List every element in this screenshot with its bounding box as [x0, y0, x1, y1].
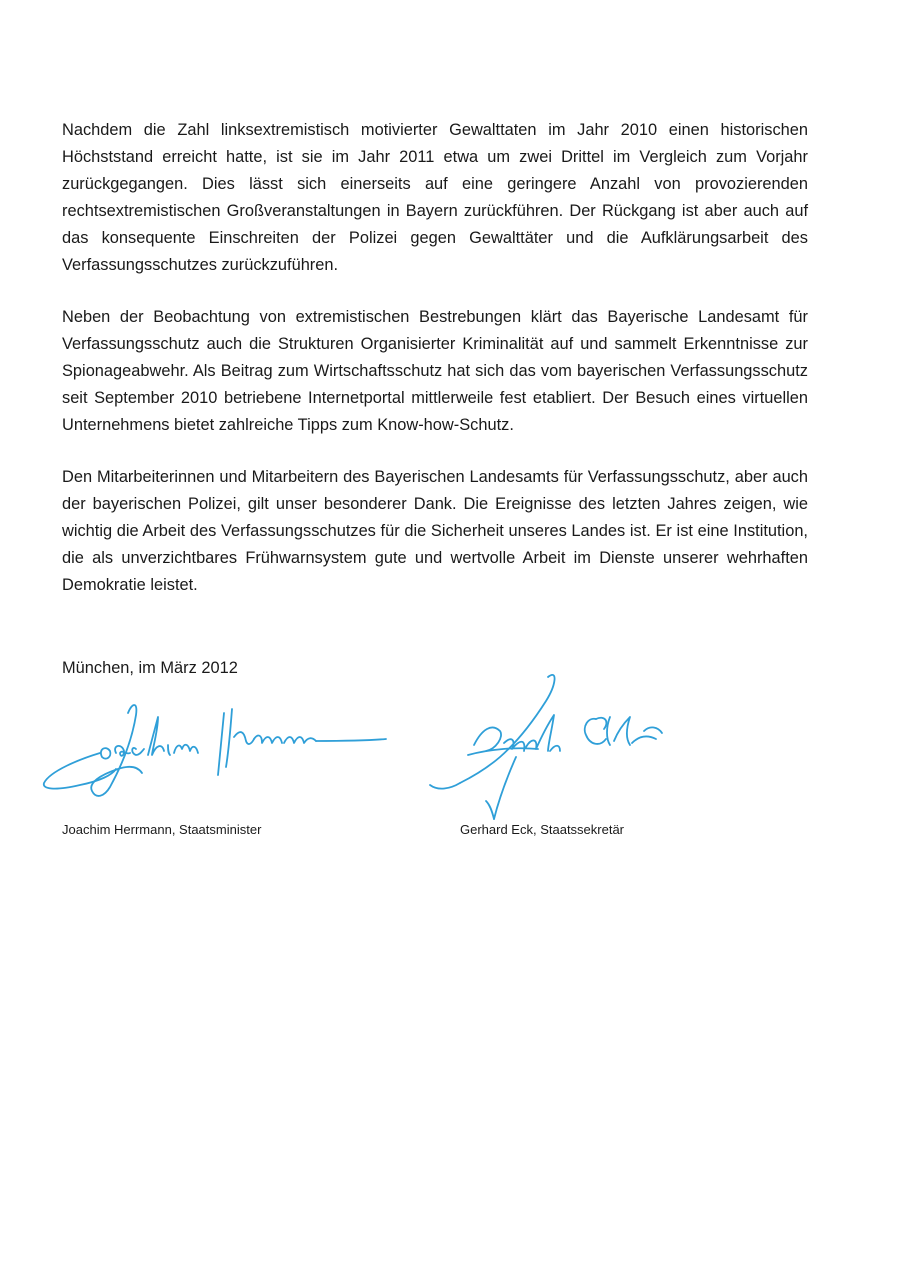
signature-eck: [420, 665, 720, 825]
paragraph-2: Neben der Beobachtung von extremistischen Bestrebungen klärt das Bayerische Landesamt für Verfassungsschutz auch die Strukturen Organisierter Kriminalität auf und sammelt Erkenntnisse zur Spionageabwehr. Als Beitrag zum Wirtschaftsschutz hat sich das vom bayerischen Verfassungsschutz seit September 2010 betriebene Internetportal mittlerweile fest etabliert. Der Besuch eines virtuellen Unternehmens bietet zahlreiche Tipps zum Know-how-Schutz.: [62, 308, 808, 434]
signature-block-herrmann: [40, 695, 390, 855]
body-text: [62, 117, 808, 624]
signature-herrmann: [40, 695, 390, 815]
paragraph-1: Nachdem die Zahl linksextremistisch motivierter Gewalttaten im Jahr 2010 einen historischen Höchststand erreicht hatte, ist sie im Jahr 2011 etwa um zwei Drittel im Vergleich zum Vorjahr zurückgegangen. Dies lässt sich einerseits auf eine geringere Anzahl von provozierenden rechtsextremistischen Großveranstaltungen in Bayern zurückführen. Der Rückgang ist aber auch auf das konsequente Einschreiten der Polizei gegen Gewalttäter und die Aufklärungsarbeit des Verfassungsschutzes zurückzuführen.: [62, 121, 808, 274]
place-date: München, im März 2012: [62, 659, 238, 677]
signature-block-eck: [420, 665, 720, 865]
signatory-name-herrmann: Joachim Herrmann, Staatsminister: [62, 822, 262, 837]
paragraph-3: Den Mitarbeiterinnen und Mitarbeitern des Bayerischen Landesamts für Verfassungsschutz, aber auch der bayerischen Polizei, gilt unser besonderer Dank. Die Ereignisse des letzten Jahres zeigen, wie wichtig die Arbeit des Verfassungsschutzes für die Sicherheit unseres Landes ist. Er ist eine Institution, die als unverzichtbares Frühwarnsystem gute und wertvolle Arbeit im Dienste unserer wehrhaften Demokratie leistet.: [62, 468, 808, 594]
signatory-name-eck: Gerhard Eck, Staatssekretär: [460, 822, 625, 837]
